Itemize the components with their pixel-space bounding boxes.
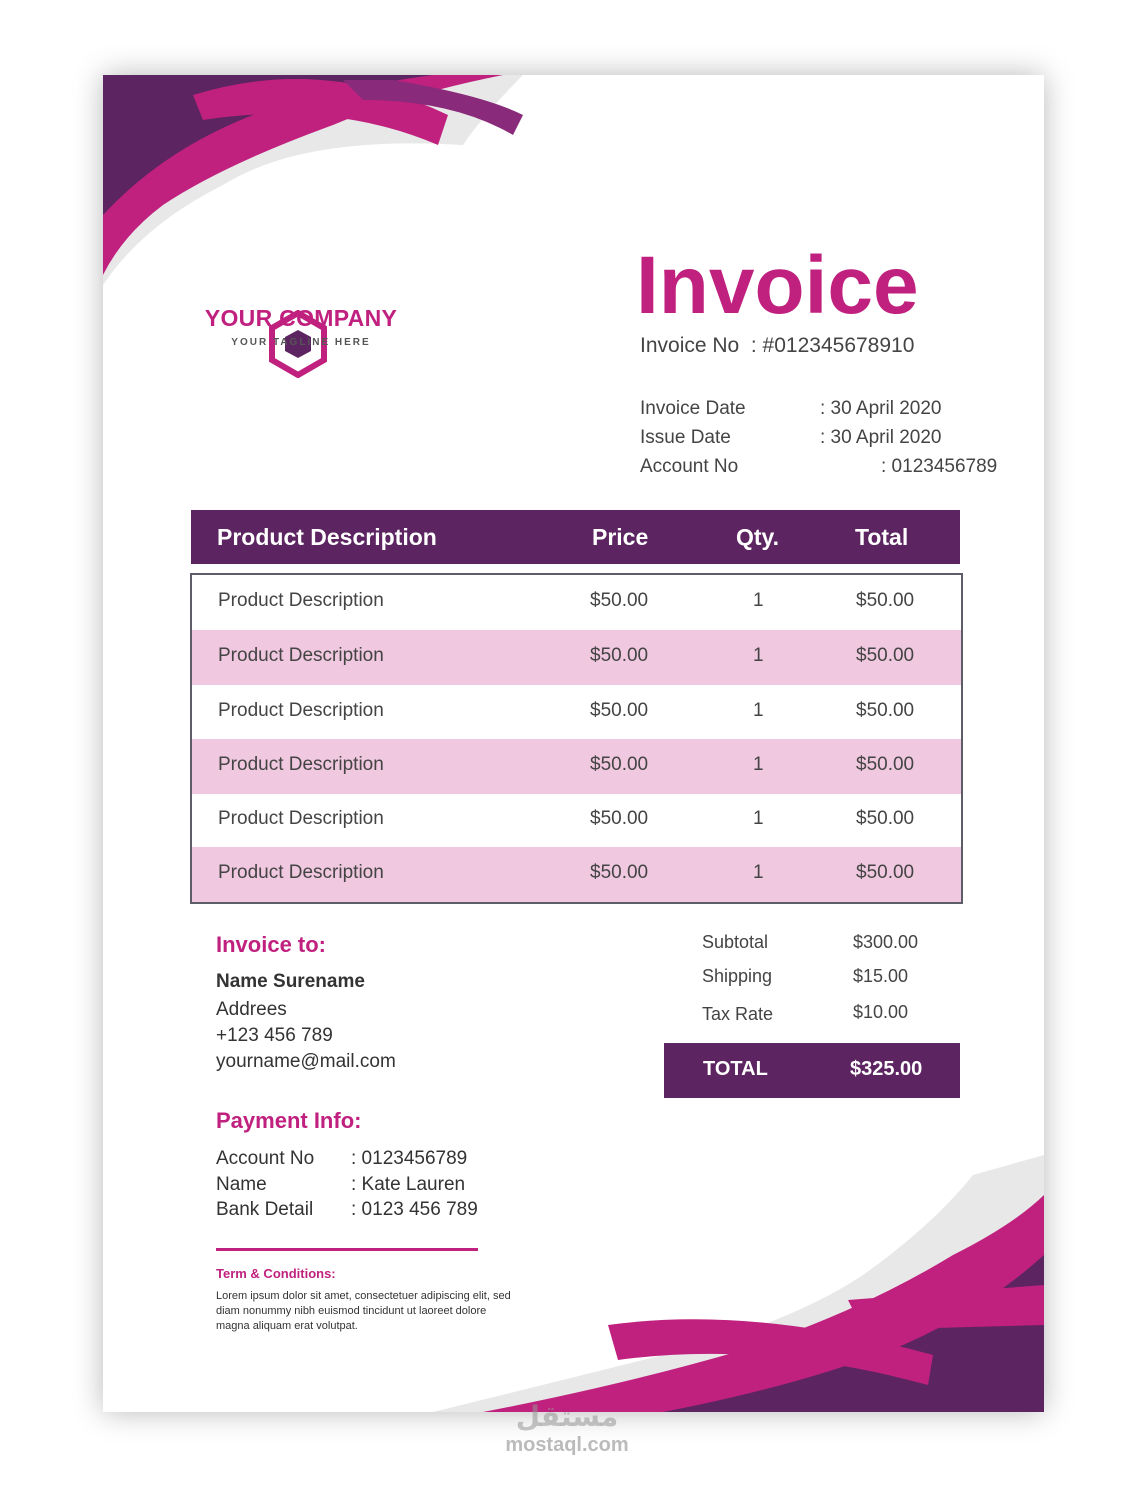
payment-bank-value: : 0123 456 789 bbox=[351, 1199, 478, 1220]
table-row bbox=[192, 685, 961, 740]
row-total: $50.00 bbox=[856, 862, 915, 883]
total-value: $325.00 bbox=[850, 1058, 923, 1080]
watermark-arabic: مستقل bbox=[515, 1401, 619, 1432]
invoice-date-label: Invoice Date bbox=[640, 398, 746, 419]
row-qty: 1 bbox=[753, 645, 764, 666]
invoice-sheet bbox=[103, 75, 1044, 1412]
client-phone: +123 456 789 bbox=[216, 1025, 333, 1046]
row-qty: 1 bbox=[753, 590, 764, 611]
terms-title: Term & Conditions: bbox=[216, 1266, 336, 1281]
row-total: $50.00 bbox=[856, 754, 915, 775]
row-price: $50.00 bbox=[590, 754, 649, 775]
account-no-label: Account No bbox=[640, 456, 739, 477]
divider bbox=[216, 1248, 478, 1251]
table-header bbox=[191, 510, 960, 564]
invoice-number-label: Invoice No bbox=[640, 334, 740, 357]
payment-name-value: : Kate Lauren bbox=[351, 1174, 466, 1195]
invoice-number bbox=[640, 334, 914, 358]
table-row bbox=[192, 575, 961, 630]
table-body bbox=[190, 573, 963, 904]
row-description: Product Description bbox=[218, 645, 384, 666]
issue-date-label: Issue Date bbox=[640, 427, 731, 448]
client-name: Name Surename bbox=[216, 971, 365, 992]
tax-value: $10.00 bbox=[853, 1002, 909, 1022]
invoice-title: Invoice bbox=[636, 240, 919, 331]
payment-account-label: Account No bbox=[216, 1148, 315, 1169]
subtotal-label: Subtotal bbox=[702, 932, 769, 952]
company-tagline: YOUR TAGLINE HERE bbox=[231, 337, 371, 348]
terms-text: Lorem ipsum dolor sit amet, consectetuer adipiscing elit, sed diam nonummy nibh euismod tincidunt ut laoreet dolore magna aliquam erat volutpat. bbox=[216, 1290, 511, 1332]
invoice-to-title: Invoice to: bbox=[216, 932, 327, 957]
row-price: $50.00 bbox=[590, 590, 649, 611]
row-qty: 1 bbox=[753, 754, 764, 775]
row-description: Product Description bbox=[218, 590, 384, 611]
table-row bbox=[192, 847, 961, 902]
client-address: Addrees bbox=[216, 999, 287, 1020]
row-total: $50.00 bbox=[856, 590, 915, 611]
header-total: Total bbox=[855, 524, 909, 550]
issue-date-value: : 30 April 2020 bbox=[820, 427, 942, 448]
client-email: yourname@mail.com bbox=[216, 1051, 396, 1072]
row-price: $50.00 bbox=[590, 645, 649, 666]
row-price: $50.00 bbox=[590, 862, 649, 883]
watermark bbox=[0, 1402, 1134, 1458]
account-no-value: : 0123456789 bbox=[881, 456, 998, 477]
row-price: $50.00 bbox=[590, 808, 649, 829]
invoice-date-value: : 30 April 2020 bbox=[820, 398, 942, 419]
payment-info-title: Payment Info: bbox=[216, 1108, 362, 1133]
row-price: $50.00 bbox=[590, 700, 649, 721]
row-qty: 1 bbox=[753, 862, 764, 883]
row-qty: 1 bbox=[753, 700, 764, 721]
total-label: TOTAL bbox=[703, 1058, 768, 1080]
header-description: Product Description bbox=[217, 524, 437, 550]
row-total: $50.00 bbox=[856, 645, 915, 666]
shipping-label: Shipping bbox=[702, 966, 773, 986]
row-description: Product Description bbox=[218, 808, 384, 829]
row-description: Product Description bbox=[218, 700, 384, 721]
row-total: $50.00 bbox=[856, 808, 915, 829]
tax-label: Tax Rate bbox=[702, 1004, 774, 1024]
company-name: YOUR COMPANY bbox=[204, 305, 398, 331]
row-total: $50.00 bbox=[856, 700, 915, 721]
row-description: Product Description bbox=[218, 754, 384, 775]
header-qty: Qty. bbox=[736, 524, 780, 550]
payment-name-label: Name bbox=[216, 1174, 267, 1195]
table-row bbox=[192, 630, 961, 685]
shipping-value: $15.00 bbox=[853, 966, 909, 986]
row-description: Product Description bbox=[218, 862, 384, 883]
total-box bbox=[664, 1043, 960, 1098]
subtotal-value: $300.00 bbox=[853, 932, 919, 952]
payment-account-value: : 0123456789 bbox=[351, 1148, 468, 1169]
table-row bbox=[192, 793, 961, 848]
invoice-number-value: : #012345678910 bbox=[750, 334, 915, 357]
table-row bbox=[192, 739, 961, 794]
payment-bank-label: Bank Detail bbox=[216, 1199, 314, 1220]
watermark-latin: mostaql.com bbox=[505, 1434, 629, 1456]
row-qty: 1 bbox=[753, 808, 764, 829]
header-price: Price bbox=[592, 524, 649, 550]
